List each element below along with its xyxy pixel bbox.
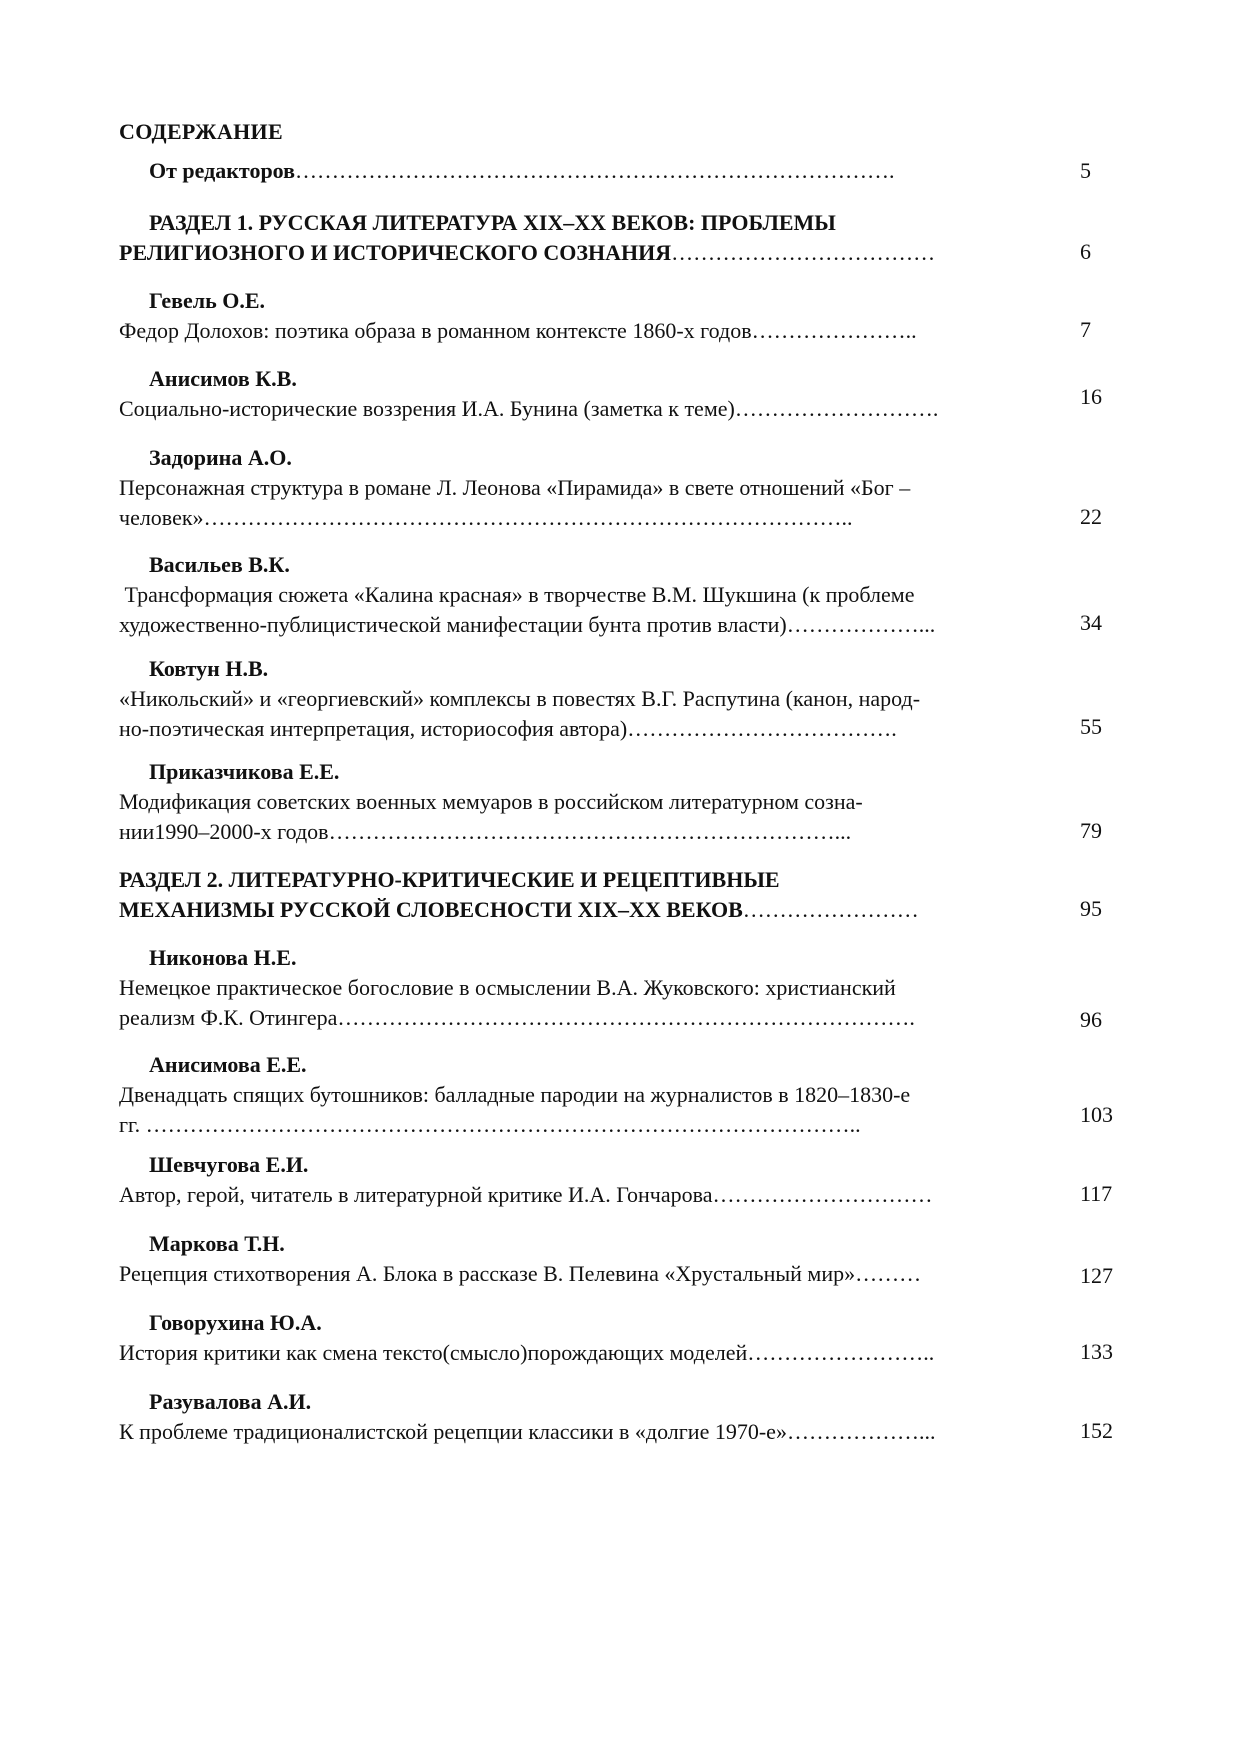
- entry-title-line: человек»: [119, 505, 204, 530]
- entry-title-line: художественно-публицистической манифестации бунта против власти): [119, 612, 787, 637]
- entry-title-line: Персонажная структура в романе Л. Леонова «Пирамида» в свете отношений «Бог –: [119, 475, 911, 500]
- entry-title-line: нии1990–2000-х годов: [119, 819, 329, 844]
- page-number: 34: [1080, 610, 1102, 635]
- entry-title-line: Немецкое практическое богословие в осмыслении В.А. Жуковского: христианский: [119, 975, 896, 1000]
- entry-author: Приказчикова Е.Е.: [149, 759, 340, 784]
- entry-title-line: Двенадцать спящих бутошников: балладные пародии на журналистов в 1820–1830-е: [119, 1082, 911, 1107]
- toc-entry-editors[interactable]: [119, 156, 1129, 186]
- section-title-line: РАЗДЕЛ 1. РУССКАЯ ЛИТЕРАТУРА XIX–XX ВЕКОВ: ПРОБЛЕМЫ: [149, 210, 836, 235]
- toc-section-2[interactable]: [119, 865, 1129, 925]
- leader-dots: ………………………………: [671, 240, 936, 265]
- entry-title-line: Автор, герой, читатель в литературной критике И.А. Гончарова: [119, 1182, 713, 1207]
- page-number: 152: [1080, 1418, 1113, 1443]
- toc-entry-gevel[interactable]: [119, 286, 1129, 346]
- toc-entry-kovtun[interactable]: [119, 654, 1129, 744]
- page-number: 133: [1080, 1339, 1113, 1364]
- entry-title-line: «Никольский» и «георгиевский» комплексы в повестях В.Г. Распутина (канон, народ-: [119, 686, 921, 711]
- leader-dots: …………………………………………………………………….: [337, 1005, 915, 1030]
- leader-dots: …………………..: [751, 318, 917, 343]
- leader-dots: ………: [855, 1261, 922, 1286]
- leader-dots: ……………………………………………………………………………………..: [145, 1112, 861, 1137]
- entry-author: Никонова Н.Е.: [149, 945, 297, 970]
- leader-dots: ……………………………………………………………………….: [295, 158, 895, 183]
- entry-author: Маркова Т.Н.: [149, 1231, 285, 1256]
- entry-title-line: Федор Долохов: поэтика образа в романном контексте 1860-х годов: [119, 318, 752, 343]
- leader-dots: ……………………………….: [627, 716, 897, 741]
- entry-author: Гевель О.Е.: [149, 288, 265, 313]
- entry-title-line: К проблеме традиционалистской рецепции классики в «долгие 1970-е»: [119, 1419, 787, 1444]
- leader-dots: ……………………..: [747, 1340, 935, 1365]
- page-number: 96: [1080, 1007, 1102, 1032]
- entry-title-line: гг.: [119, 1112, 146, 1137]
- entry-author: Задорина А.О.: [149, 445, 292, 470]
- page-number: 95: [1080, 896, 1102, 921]
- toc-entry-razuvalova[interactable]: [119, 1387, 1129, 1447]
- leader-dots: ………………...: [786, 1419, 936, 1444]
- toc-entry-nikonova[interactable]: [119, 943, 1129, 1033]
- entry-title-line: Трансформация сюжета «Калина красная» в творчестве В.М. Шукшина (к проблеме: [119, 582, 915, 607]
- entry-title-line: История критики как смена тексто(смысло)порождающих моделей: [119, 1340, 748, 1365]
- toc-entry-prikazchikova[interactable]: [119, 757, 1129, 847]
- entry-author: Говорухина Ю.А.: [149, 1310, 322, 1335]
- toc-entry-zadorina[interactable]: [119, 443, 1129, 533]
- entry-author: Ковтун Н.В.: [149, 656, 269, 681]
- entry-title-line: От редакторов: [149, 158, 296, 183]
- leader-dots: ……………………………………………………………………………..: [203, 505, 853, 530]
- page-number: 6: [1080, 239, 1091, 264]
- page-number: 55: [1080, 714, 1102, 739]
- section-title-line: РЕЛИГИОЗНОГО И ИСТОРИЧЕСКОГО СОЗНАНИЯ: [119, 240, 672, 265]
- toc-section-1[interactable]: [119, 208, 1129, 268]
- entry-author: Шевчугова Е.И.: [149, 1152, 309, 1177]
- page-number: 16: [1080, 384, 1102, 409]
- page-title: СОДЕРЖАНИЕ: [119, 119, 283, 144]
- entry-author: Анисимова Е.Е.: [149, 1052, 307, 1077]
- leader-dots: ……………………: [742, 897, 919, 922]
- entry-title-line: реализм Ф.К. Отингера: [119, 1005, 338, 1030]
- leader-dots: ………………...: [786, 612, 936, 637]
- toc-entry-anisimova[interactable]: [119, 1050, 1129, 1140]
- leader-dots: ……………………….: [734, 396, 939, 421]
- entry-title-line: Модификация советских военных мемуаров в российском литературном созна-: [119, 789, 863, 814]
- entry-author: Разувалова А.И.: [149, 1389, 312, 1414]
- page-number: 103: [1080, 1102, 1113, 1127]
- page-number: 7: [1080, 317, 1091, 342]
- toc-entry-govorukhina[interactable]: [119, 1308, 1129, 1368]
- toc-entry-vasiliev[interactable]: [119, 550, 1129, 640]
- page-number: 79: [1080, 818, 1102, 843]
- entry-author: Васильев В.К.: [149, 552, 290, 577]
- section-title-line: МЕХАНИЗМЫ РУССКОЙ СЛОВЕСНОСТИ XIX–XX ВЕКОВ: [119, 897, 743, 922]
- leader-dots: …………………………: [712, 1182, 933, 1207]
- page-number: 127: [1080, 1263, 1113, 1288]
- page-number: 22: [1080, 504, 1102, 529]
- page-number: 117: [1080, 1181, 1113, 1206]
- entry-title-line: Социально-исторические воззрения И.А. Бунина (заметка к теме): [119, 396, 735, 421]
- entry-title-line: Рецепция стихотворения А. Блока в рассказе В. Пелевина «Хрустальный мир»: [119, 1261, 856, 1286]
- toc-entry-shevchugova[interactable]: [119, 1150, 1129, 1210]
- toc-entry-markova[interactable]: [119, 1229, 1129, 1289]
- section-title-line: РАЗДЕЛ 2. ЛИТЕРАТУРНО-КРИТИЧЕСКИЕ И РЕЦЕПТИВНЫЕ: [119, 867, 780, 892]
- page-number: 5: [1080, 158, 1091, 183]
- entry-title-line: но-поэтическая интерпретация, историософия автора): [119, 716, 628, 741]
- toc-entry-anisimov[interactable]: [119, 364, 1129, 424]
- leader-dots: ……………………………………………………………...: [328, 819, 852, 844]
- entry-author: Анисимов К.В.: [149, 366, 297, 391]
